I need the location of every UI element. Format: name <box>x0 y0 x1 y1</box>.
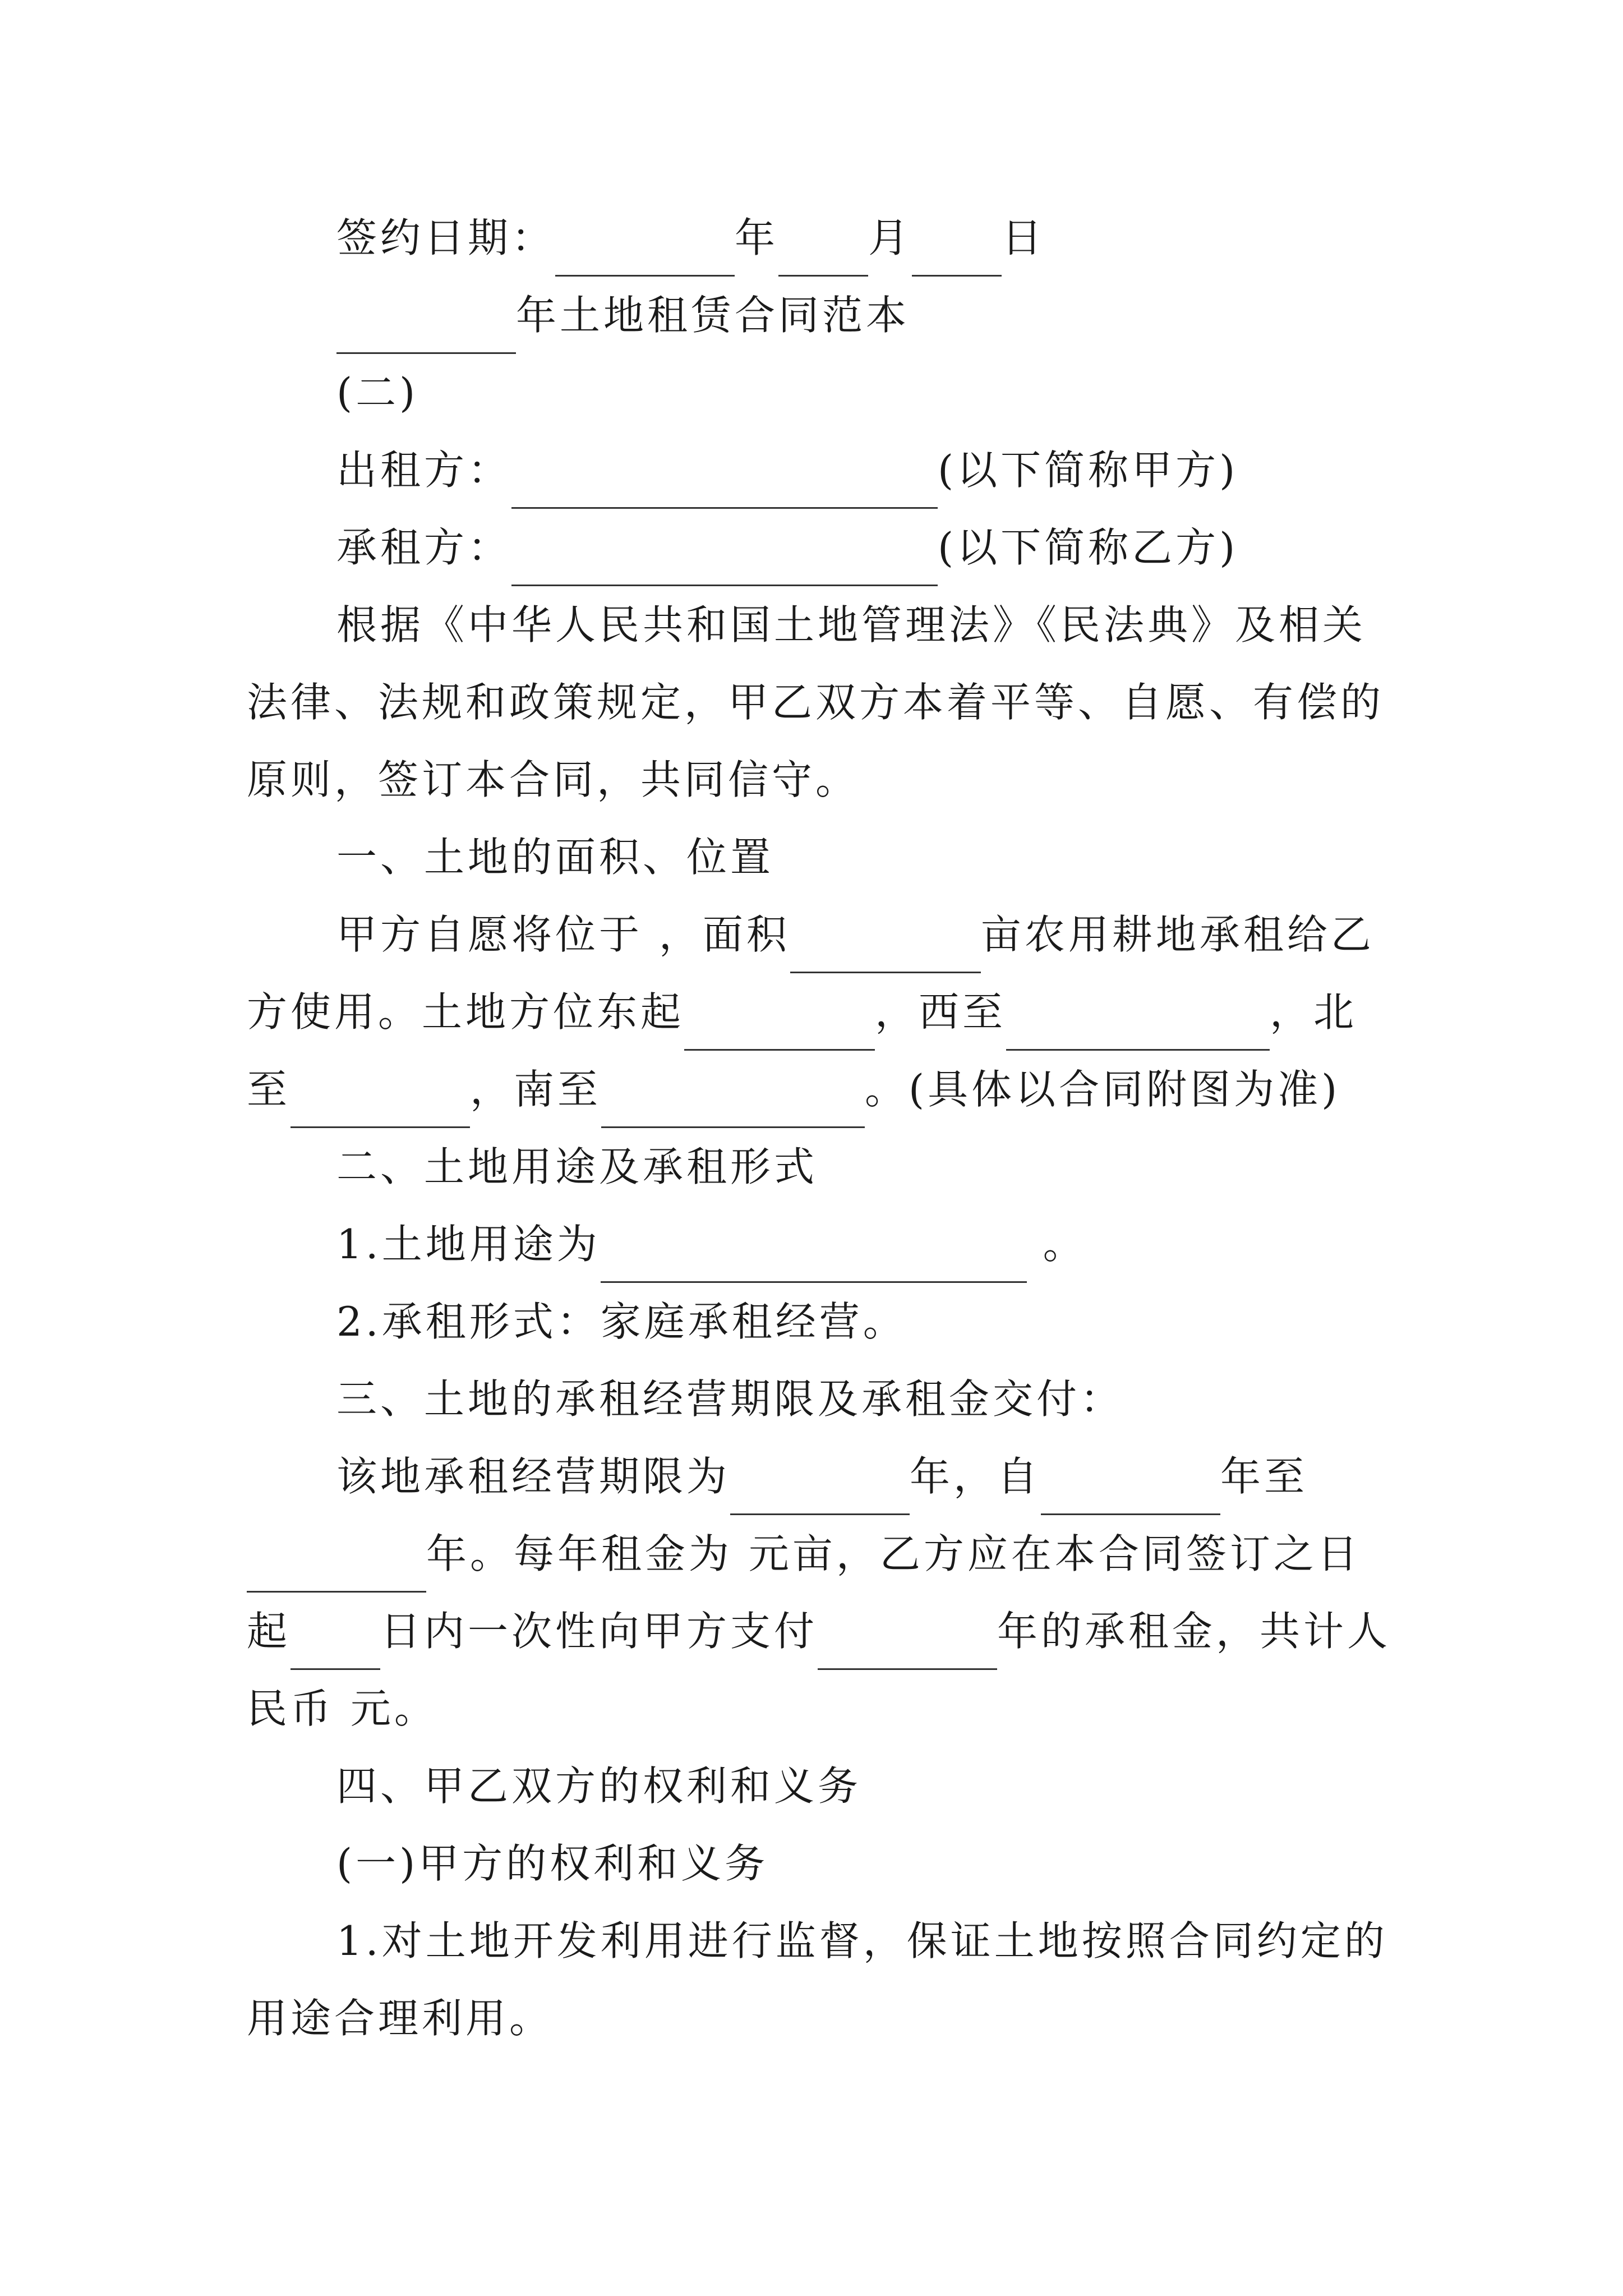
area-blank <box>790 937 981 973</box>
art3-p1-a: 该地承租经营期限为 <box>336 1453 731 1500</box>
lessor-line <box>247 431 1385 509</box>
sign-year-blank <box>555 240 735 277</box>
sign-month-label: 月 <box>868 214 912 261</box>
preamble-line-3 <box>247 741 1385 818</box>
lessor-note: (以下简称甲方) <box>938 447 1239 494</box>
art3-p1-b: 年，自 <box>910 1453 1041 1500</box>
term-end-blank <box>247 1556 426 1593</box>
article-1-line-3 <box>247 1051 1385 1128</box>
art3-p4-text: 民币 元。 <box>247 1685 438 1732</box>
lessee-blank <box>511 550 938 586</box>
sign-month-blank <box>778 240 868 277</box>
art3-p2-b: 年。每年租金为 元亩，乙方应在本合同签订之日 <box>426 1530 1361 1577</box>
article-2-heading-text: 二、土地用途及承租形式 <box>336 1143 818 1190</box>
art1-p3-a: 至 <box>247 1066 291 1113</box>
article-3-heading <box>247 1360 1385 1438</box>
art2-item1-b: 。 <box>1026 1221 1087 1268</box>
article-2-item-2 <box>247 1283 1385 1360</box>
article-1-line-1 <box>247 896 1385 973</box>
sign-day-blank <box>912 240 1002 277</box>
article-3-line-2 <box>247 1515 1385 1593</box>
term-start-blank <box>1041 1479 1220 1515</box>
sign-day-label: 日 <box>1002 214 1046 261</box>
article-1-heading-text: 一、土地的面积、位置 <box>336 834 774 881</box>
term-years-blank <box>730 1479 910 1515</box>
pay-years-blank <box>818 1634 997 1670</box>
south-blank <box>601 1092 865 1128</box>
lessor-label: 出租方： <box>336 447 512 494</box>
sign-date-line <box>247 199 1385 277</box>
preamble-text-2: 法律、法规和政策规定，甲乙双方本着平等、自愿、有偿的 <box>247 679 1385 726</box>
article-2-item-1 <box>247 1205 1385 1283</box>
west-blank <box>1006 1014 1270 1051</box>
art4-sub1-text: (一)甲方的权利和义务 <box>336 1840 769 1887</box>
art3-p3-a: 起 <box>247 1608 291 1655</box>
preamble-text-1: 根据《中华人民共和国土地管理法》《民法典》及相关 <box>336 601 1367 648</box>
lessee-line <box>247 509 1385 586</box>
land-use-blank <box>601 1246 1027 1283</box>
article-3-line-4 <box>247 1670 1385 1747</box>
preamble-line-1 <box>247 586 1385 664</box>
article-1-line-2 <box>247 973 1385 1051</box>
art1-p2-c: ，北 <box>1270 988 1358 1036</box>
preamble-line-2 <box>247 664 1385 741</box>
art3-p1-c: 年至 <box>1220 1453 1308 1500</box>
art3-p3-b: 日内一次性向甲方支付 <box>380 1608 818 1655</box>
contract-page <box>247 199 1391 2057</box>
article-3-line-1 <box>247 1438 1385 1515</box>
article-4-item-1-line-2 <box>247 1980 1385 2057</box>
lessor-blank <box>511 472 938 509</box>
north-blank <box>291 1092 470 1128</box>
section-number <box>247 354 1385 431</box>
article-4-heading <box>247 1747 1385 1825</box>
title-year-blank <box>336 318 516 354</box>
art1-p2-b: ，西至 <box>875 988 1007 1036</box>
article-3-line-3 <box>247 1593 1391 1670</box>
article-2-heading <box>247 1128 1385 1205</box>
art2-item1-a: 1.土地用途为 <box>336 1221 601 1268</box>
art1-p3-b: ，南至 <box>470 1066 602 1113</box>
sign-date-label: 签约日期： <box>336 214 556 261</box>
contract-title <box>247 277 1385 354</box>
art1-p1-b: 亩农用耕地承租给乙 <box>980 911 1375 958</box>
article-1-heading <box>247 818 1385 896</box>
article-4-heading-text: 四、甲乙双方的权利和义务 <box>336 1763 862 1810</box>
art3-p3-c: 年的承租金，共计人 <box>997 1608 1391 1655</box>
art4-item1-l1-text: 1.对土地开发利用进行监督，保证土地按照合同约定的 <box>336 1917 1388 1964</box>
east-blank <box>684 1014 875 1051</box>
section-number-text: (二) <box>336 369 419 416</box>
article-4-item-1-line-1 <box>247 1902 1388 1980</box>
pay-days-blank <box>291 1634 380 1670</box>
title-text: 年土地租赁合同范本 <box>516 292 910 339</box>
art2-item2-text: 2.承租形式：家庭承租经营。 <box>336 1298 907 1345</box>
article-4-sub-1 <box>247 1825 1385 1902</box>
art1-p3-c: 。(具体以合同附图为准) <box>865 1066 1341 1113</box>
sign-year-label: 年 <box>735 214 779 261</box>
lessee-note: (以下简称乙方) <box>938 524 1239 571</box>
art1-p2-a: 方使用。土地方位东起 <box>247 988 685 1036</box>
lessee-label: 承租方： <box>336 524 512 571</box>
article-3-heading-text: 三、土地的承租经营期限及承租金交付： <box>336 1375 1124 1423</box>
preamble-text-3: 原则，签订本合同，共同信守。 <box>247 756 860 803</box>
art4-item1-l2-text: 用途合理利用。 <box>247 1995 554 2042</box>
art1-p1-a: 甲方自愿将位于 ，面积 <box>336 911 790 958</box>
